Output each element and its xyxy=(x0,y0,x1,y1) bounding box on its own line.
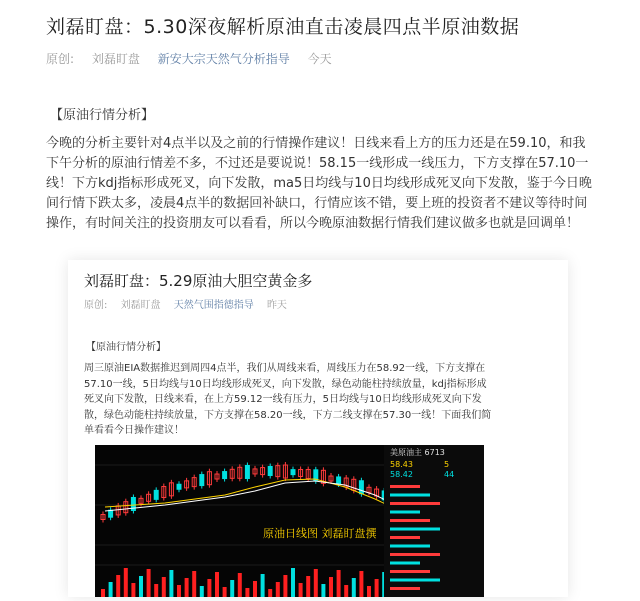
volume-bar xyxy=(261,574,265,597)
volume-bar xyxy=(375,579,379,597)
side-panel-row xyxy=(390,511,420,514)
source-label: 原创: xyxy=(46,52,75,66)
volume-bar xyxy=(367,586,371,597)
side-header: 美原油主 6713 xyxy=(390,448,445,457)
volume-bar xyxy=(147,569,151,597)
volume-bar xyxy=(192,571,196,597)
volume-bar xyxy=(276,582,280,597)
volume-bar xyxy=(200,586,204,597)
volume-bar xyxy=(359,571,363,597)
side-panel-row xyxy=(390,579,440,582)
quoted-section-heading: 【原油行情分析】 xyxy=(86,342,166,353)
article-meta xyxy=(46,50,346,67)
volume-bar xyxy=(314,569,318,597)
side-panel-row xyxy=(390,485,420,488)
volume-bar xyxy=(109,582,113,597)
volume-bar xyxy=(253,581,257,597)
side-panel-row xyxy=(390,502,440,505)
svg-text:5: 5 xyxy=(444,460,450,469)
volume-bar xyxy=(154,584,158,597)
svg-text:58.42: 58.42 xyxy=(390,470,413,479)
section-heading: 【原油行情分析】 xyxy=(50,108,155,123)
volume-bar xyxy=(306,576,310,597)
volume-bar xyxy=(291,568,295,597)
volume-bar xyxy=(268,589,272,597)
side-panel-row xyxy=(390,536,420,539)
volume-bar xyxy=(223,587,227,597)
side-panel-row xyxy=(390,494,430,497)
quote-side-panel xyxy=(384,445,484,597)
volume-bar xyxy=(238,573,242,597)
volume-bar xyxy=(116,575,120,597)
volume-bar xyxy=(215,572,219,597)
article-paragraph: 今晚的分析主要针对4点半以及之前的行情操作建议！日线来看上方的压力还是在59.10，和我下午分析的原油行情差不多，不过还是要说说！58.15一线形成一线压力，下方支撑在57.10一线！下方kdj指标形成死叉，向下发散，ma5日均线与10日均线形成死叉向下发散，鉴于今日晚间行情下跌太多，凌晨4点半的数据回补缺口，行情应该不错，要上班的投资者不建议等待时间操作，有时间关注的投资朋友可以看看，所以今晚原油数据行情我们建议做多也就是回调单！ xyxy=(46,136,592,231)
volume-bar xyxy=(177,585,181,597)
volume-bar xyxy=(230,580,234,597)
quoted-account-link[interactable]: 天然气围指德指导 xyxy=(173,300,254,311)
quoted-author-name[interactable]: 刘磊盯盘 xyxy=(120,300,161,311)
svg-text:58.43: 58.43 xyxy=(390,460,413,469)
quoted-article-title[interactable]: 刘磊盯盘：5.29原油大胆空黄金多 xyxy=(84,272,313,290)
volume-bar xyxy=(162,577,166,597)
volume-bar xyxy=(131,583,135,597)
account-link[interactable]: 新安大宗天然气分析指导 xyxy=(157,52,290,66)
author-name[interactable]: 刘磊盯盘 xyxy=(91,52,140,66)
volume-bar xyxy=(321,584,325,597)
volume-bar xyxy=(283,575,287,597)
svg-text:44: 44 xyxy=(444,470,455,479)
side-panel-row xyxy=(390,528,440,531)
volume-bar xyxy=(124,568,128,597)
quoted-publish-date: 昨天 xyxy=(266,300,287,311)
side-panel-row xyxy=(390,562,420,565)
volume-bar xyxy=(245,588,249,597)
quoted-paragraph: 周三原油EIA数据推迟到周四4点半，我们从周线来看，周线压力在58.92一线，下方支撑在57.10一线，5日均线与10日均线形成死叉，向下发散，绿色动能柱持续放量，kdj指标形成死叉向下发散，日线来看，在上方59.12一线有压力，5日均线与10日均线形成死叉向下发散，绿色动能柱持续放量，下方支撑在58.20一线，下方二线支撑在57.30一线！下面我们简单看看今日操作建议！ xyxy=(84,363,492,436)
chart-watermark: 原油日线图 刘磊盯盘撰 xyxy=(263,527,377,540)
quoted-article-meta xyxy=(84,296,297,311)
volume-bar xyxy=(329,577,333,597)
volume-bar xyxy=(101,589,105,597)
volume-bar xyxy=(337,570,341,597)
side-panel-row xyxy=(390,553,440,556)
side-panel-row xyxy=(390,570,430,573)
volume-bar xyxy=(169,570,173,597)
volume-bar xyxy=(299,583,303,597)
publish-date: 今天 xyxy=(307,52,332,66)
side-panel-row xyxy=(390,519,430,522)
volume-bar xyxy=(352,578,356,597)
volume-bar xyxy=(344,585,348,597)
quoted-source-label: 原创: xyxy=(84,300,108,311)
side-panel-row xyxy=(390,545,430,548)
side-panel-row xyxy=(390,587,420,590)
volume-bar xyxy=(185,578,189,597)
volume-bar xyxy=(139,576,143,597)
volume-bar xyxy=(207,579,211,597)
article-title: 刘磊盯盘：5.30深夜解析原油直击凌晨四点半原油数据 xyxy=(46,16,520,38)
